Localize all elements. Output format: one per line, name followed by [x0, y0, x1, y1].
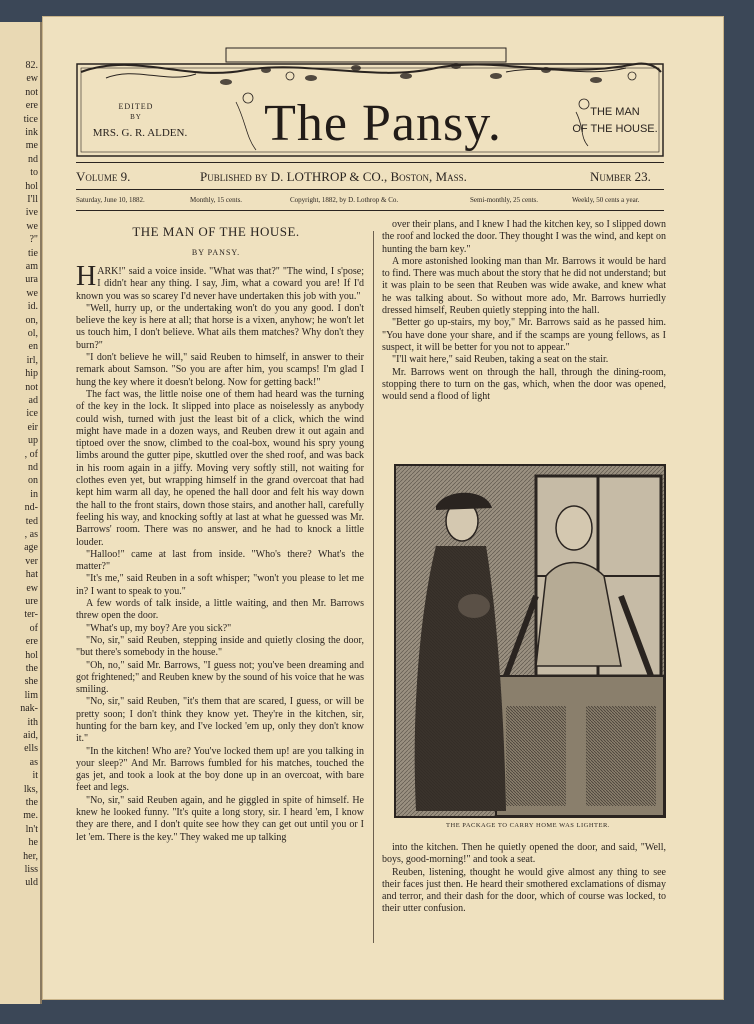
article-paragraph: "No, sir," said Reuben again, and he giggled in spite of himself. He knew he looked funny. "It's quite a long story, sir. I heard 'em, I know they are there, and I don't quite see how they can get out until you or I let 'em. There is the key." They waked me up talking	[76, 794, 364, 843]
prev-page-fragment: eir	[27, 421, 38, 433]
magazine-page	[42, 16, 724, 1000]
prev-page-fragment: tie	[28, 247, 38, 259]
prev-page-fragment: her,	[23, 850, 38, 862]
article-paragraph: "No, sir," said Reuben, stepping inside and quietly closing the door, "but there's somebody in the house."	[76, 634, 364, 659]
previous-page-edge	[0, 22, 42, 1004]
article-paragraph: over their plans, and I knew I had the kitchen key, so I slipped down the roof and locked the door. They thought I was the wind, and kept on hunting the barn key."	[382, 219, 666, 255]
article-paragraph: "No, sir," said Reuben, "it's them that are scared, I guess, or will be pretty soon; I don't think they know yet. They're in the kitchen, sir, hunting for the barn key, and I've locked 'em up, only they don't know it."	[76, 696, 364, 745]
semimonthly-price: Semi-monthly, 25 cents.	[470, 196, 538, 204]
drop-cap: H	[76, 266, 97, 292]
prev-page-fragment: tice	[23, 113, 38, 125]
prev-page-fragment: in	[30, 488, 38, 500]
monthly-price: Monthly, 15 cents.	[190, 196, 243, 204]
rule-bottom	[76, 210, 664, 211]
prev-page-fragment: , as	[24, 529, 38, 540]
edited-by-label: EDITED BY	[118, 102, 154, 121]
prev-page-fragment: to	[30, 167, 38, 179]
prev-page-fragment: hip	[25, 368, 38, 380]
illustration-caption: THE PACKAGE TO CARRY HOME WAS LIGHTER.	[446, 822, 610, 829]
prev-page-fragment: ter-	[24, 609, 38, 621]
article-paragraph: "Well, hurry up, or the undertaking won't do you any good. I don't believe the key is here at all; that horse is a vixen, anyhow; he won't let us touch him, I don't believe. What ails them matches? Why don't they burn?"	[76, 302, 364, 351]
prev-page-fragment: not	[25, 381, 38, 393]
article-column-right-top	[382, 219, 666, 459]
prev-page-fragment: he	[28, 837, 38, 849]
illustration-drawing	[396, 466, 664, 816]
prev-page-fragment: ere	[25, 100, 38, 112]
article-paragraph: ARK!" said a voice inside. "What was that?" "The wind, I s'pose; I didn't hear any thing. I say, Jim, what a coward you are! If I'd known you was so scarey I'd never have undertaken this job with you."	[76, 266, 364, 302]
prev-page-fragment: the	[25, 797, 38, 808]
prev-page-fragment: ew	[26, 73, 38, 85]
prev-page-fragment: she	[24, 676, 38, 688]
article-paragraph: "I don't believe he will," said Reuben to himself, in answer to their remark about Samson. "So you are after him, you scamps! I'm glad I hung the key where it doesn't belong. Now for getting back!"	[76, 352, 364, 388]
prev-page-fragment: aid,	[23, 730, 38, 741]
prev-page-fragment: the	[25, 663, 38, 674]
article-column-right-bottom	[382, 842, 666, 942]
article-paragraph: The fact was, the little noise one of them had heard was the turning of the key in the lock. It slipped into place as noiselessly as anybody could wish, turned with just the least bit of a click, which the wind might have made in a dozen ways, and Reuben drew it out again and tiptoed over the snow, climbed to the coal-box, wound his spry young limbs around the gutter pipe, skuttled over the shed roof, and was back in his room again in a jiffy. Moving very softly still, not waiting for clothes even yet, but wrapping himself in the grand overcoat that had kept him warm all day, he opened the hall door and felt his way down the hall to the front stairs, down those stairs, and another hall, carefully feeling his way, and knocking softly at last at what he guessed was Mr. Barrows' room. There was no answer, and he had to knock a little louder.	[76, 388, 364, 548]
article-column-left	[76, 266, 364, 946]
prev-page-fragment: 82.	[25, 60, 38, 71]
editor-name: MRS. G. R. ALDEN.	[92, 127, 188, 139]
prev-page-fragment: hol	[25, 649, 38, 661]
prev-page-fragment: uld	[25, 877, 38, 889]
article-paragraph: Reuben, listening, thought he would give almost any thing to see their faces just then. He heard their smothered exclamations of dismay and terror, and their dash for the door, which of course was locked, to their utter confusion.	[382, 866, 666, 915]
prev-page-fragment: ink	[25, 127, 38, 138]
prev-page-fragment: ells	[24, 743, 38, 755]
prev-page-fragment: on,	[25, 314, 38, 326]
weekly-price: Weekly, 50 cents a year.	[572, 196, 640, 204]
prev-page-fragment: hat	[25, 569, 38, 581]
prev-page-fragment: am	[25, 261, 38, 272]
prev-page-fragment: of	[29, 622, 38, 634]
prev-page-fragment: ew	[26, 582, 38, 594]
prev-page-fragment: me	[25, 140, 38, 152]
prev-page-fragment: lks,	[23, 783, 38, 795]
publisher-label: Published by D. LOTHROP & CO., Boston, Mass.	[200, 169, 467, 184]
date-label: Saturday, June 10, 1882.	[76, 196, 145, 204]
prev-page-fragment: en	[28, 341, 38, 353]
prev-page-fragment: up	[28, 435, 38, 447]
article-paragraph: A few words of talk inside, a little waiting, and then Mr. Barrows threw open the door.	[76, 598, 364, 622]
prev-page-fragment: ?"	[29, 234, 38, 246]
article-paragraph: "In the kitchen! Who are? You've locked them up! are you talking in your sleep?" And Mr. Barrows fumbled for his matches, touched the gas jet, and took a look at the boy done up in an overcoat, with bare feet and legs.	[76, 745, 364, 794]
article-title: THE MAN OF THE HOUSE.	[132, 224, 300, 239]
prev-page-fragment: ive	[25, 207, 38, 219]
prev-page-fragment: hol	[25, 180, 38, 192]
prev-page-fragment: it	[32, 770, 38, 782]
prev-page-fragment: irl,	[26, 354, 38, 366]
copyright-label: Copyright, 1882, by D. Lothrop & Co.	[290, 196, 399, 204]
prev-page-fragment: ln't	[25, 823, 38, 835]
engraving-illustration	[394, 464, 666, 818]
prev-page-fragment: not	[25, 86, 38, 98]
prev-page-fragment: ad	[28, 395, 38, 406]
article-paragraph: Mr. Barrows went on through the hall, through the dining-room, stopping there to turn on the gas, which, when the door was opened, would send a flood of light	[382, 366, 666, 403]
article-paragraph: "Oh, no," said Mr. Barrows, "I guess not; you've been dreaming and got frightened;" and Reuben knew by the sound of his voice that he was smiling.	[76, 659, 364, 696]
prev-page-fragment: , of	[24, 448, 38, 460]
article-paragraph: "I'll wait here," said Reuben, taking a seat on the stair.	[392, 354, 609, 366]
prev-page-fragment: on	[28, 475, 38, 487]
prev-page-fragment: ver	[25, 555, 38, 567]
prev-page-fragment: nd	[28, 462, 38, 473]
rule-mid	[76, 189, 664, 190]
prev-page-fragment: ice	[26, 408, 38, 420]
prev-page-fragment: ted	[25, 515, 38, 527]
prev-page-fragment: lim	[24, 689, 38, 701]
article-paragraph: "It's me," said Reuben in a soft whisper; "won't you please to let me in? I want to speak to you."	[76, 573, 364, 597]
prev-page-fragment: as	[29, 756, 38, 768]
prev-page-fragment: age	[24, 542, 38, 554]
page-title: The Pansy.	[264, 95, 502, 152]
column-divider	[373, 231, 374, 943]
prev-page-fragment: liss	[24, 864, 38, 875]
corner-story-title: THE MAN OF THE HOUSE.	[572, 106, 658, 135]
prev-page-fragment: id.	[27, 301, 38, 313]
prev-page-fragment: nd	[28, 153, 38, 165]
volume-label: Volume 9.	[76, 169, 131, 184]
prev-page-fragment: nd-	[24, 502, 38, 514]
prev-page-fragment: ol,	[27, 328, 38, 339]
prev-page-fragment: I'll	[27, 194, 38, 205]
article-paragraph: A more astonished looking man than Mr. Barrows it would be hard to find. There was much about the story that he did not understand; but it was plain to be seen that Reuben was wide awake, and knew what he was talking about. So without more ado, Mr. Barrows hurriedly dressed himself, Reuben quietly stepping into the hall.	[382, 255, 666, 317]
article-paragraph: into the kitchen. Then he quietly opened the door, and said, "Well, boys, good-morning!" and took a seat.	[382, 842, 666, 866]
article-paragraph: "Better go up-stairs, my boy," Mr. Barrows said as he passed him. "You have done your share, and if the scamps are young fellows, as I suspect, it will be better for you not to appear."	[382, 317, 666, 353]
article-paragraph: "What's up, my boy? Are you sick?"	[86, 622, 232, 634]
article-paragraph: "Halloo!" came at last from inside. "Who's there? What's the matter?"	[76, 548, 364, 573]
prev-page-fragment: ura	[25, 274, 38, 286]
article-byline: BY PANSY.	[191, 248, 241, 257]
rule-top	[76, 162, 664, 163]
prev-page-fragment: we	[26, 287, 38, 299]
number-label: Number 23.	[590, 169, 651, 184]
prev-page-fragment: ith	[27, 716, 38, 728]
prev-page-fragment: we	[26, 220, 38, 232]
prev-page-fragment: nak-	[20, 703, 38, 715]
prev-page-fragment: ure	[25, 596, 38, 607]
prev-page-fragment: me.	[23, 810, 38, 822]
prev-page-fragment: ere	[25, 636, 38, 648]
